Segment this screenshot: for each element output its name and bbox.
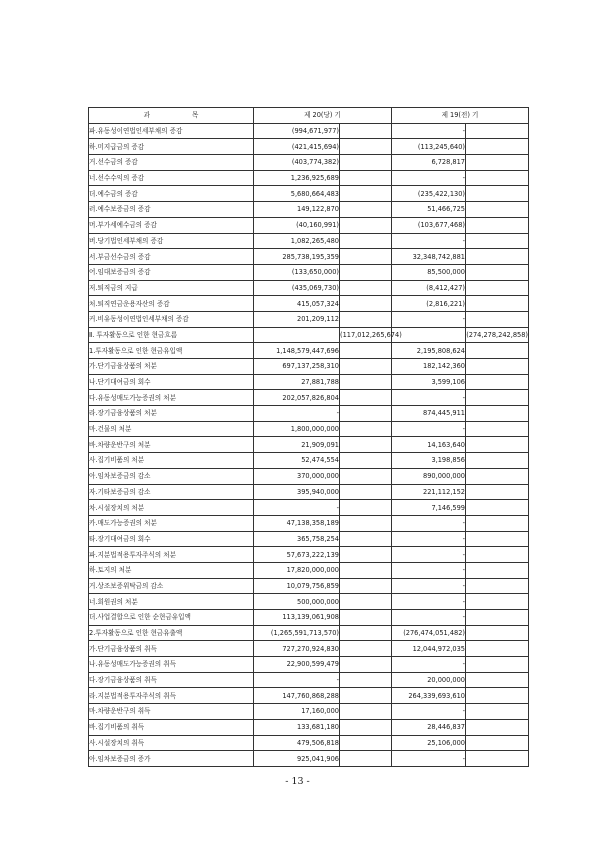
- table-row: [89, 155, 529, 171]
- current-detail-cell: 21,909,091: [254, 437, 340, 453]
- current-detail-cell: 1,236,925,689: [254, 170, 340, 186]
- account-name-cell: 나.유동성매도가능증권의 취득: [89, 657, 254, 673]
- current-detail-cell: 113,139,061,908: [254, 610, 340, 626]
- prior-detail-cell: (8,412,427): [392, 280, 466, 296]
- account-name-cell: 라.장기금융상품의 처분: [89, 406, 254, 422]
- prior-total-cell: [466, 296, 529, 312]
- prior-total-cell: [466, 688, 529, 704]
- table-row: [89, 170, 529, 186]
- table-row: [89, 500, 529, 516]
- prior-detail-cell: (235,422,130): [392, 186, 466, 202]
- prior-total-cell: [466, 531, 529, 547]
- table-row: [89, 719, 529, 735]
- prior-detail-cell: 264,339,693,610: [392, 688, 466, 704]
- prior-detail-cell: -: [392, 704, 466, 720]
- prior-detail-cell: 14,163,640: [392, 437, 466, 453]
- current-total-cell: [340, 594, 392, 610]
- table-row: [89, 406, 529, 422]
- current-total-cell: [340, 390, 392, 406]
- prior-detail-cell: -: [392, 170, 466, 186]
- prior-total-cell: [466, 515, 529, 531]
- table-row: [89, 547, 529, 563]
- account-name-cell: 차.시설장치의 처분: [89, 500, 254, 516]
- current-total-cell: [340, 625, 392, 641]
- current-detail-cell: [254, 327, 340, 343]
- current-total-cell: [340, 311, 392, 327]
- table-row: [89, 468, 529, 484]
- table-row: [89, 343, 529, 359]
- current-detail-cell: 395,940,000: [254, 484, 340, 500]
- current-total-cell: [340, 123, 392, 139]
- account-name-cell: 아.임차보증금의 증가: [89, 751, 254, 767]
- account-name-cell: 라.지분법적용투자주식의 취득: [89, 688, 254, 704]
- current-detail-cell: 370,000,000: [254, 468, 340, 484]
- account-name-cell: 더.예수금의 증감: [89, 186, 254, 202]
- prior-total-cell: [466, 672, 529, 688]
- prior-detail-cell: 28,446,837: [392, 719, 466, 735]
- header-prior-period: 제 19(전) 기: [392, 108, 529, 124]
- prior-detail-cell: [392, 327, 466, 343]
- table-row: [89, 311, 529, 327]
- account-name-cell: 자.기타보증금의 감소: [89, 484, 254, 500]
- prior-detail-cell: (276,474,051,482): [392, 625, 466, 641]
- prior-total-cell: [466, 453, 529, 469]
- prior-total-cell: [466, 562, 529, 578]
- table-row: [89, 625, 529, 641]
- account-name-cell: 하.미지급금의 증감: [89, 139, 254, 155]
- prior-total-cell: [466, 468, 529, 484]
- current-total-cell: [340, 641, 392, 657]
- current-detail-cell: 17,820,000,000: [254, 562, 340, 578]
- header-account: [89, 108, 254, 124]
- prior-detail-cell: -: [392, 657, 466, 673]
- table-row: [89, 374, 529, 390]
- current-total-cell: [340, 515, 392, 531]
- current-total-cell: [340, 437, 392, 453]
- table-row: [89, 610, 529, 626]
- current-total-cell: [340, 547, 392, 563]
- prior-detail-cell: (103,677,468): [392, 217, 466, 233]
- table-row: [89, 688, 529, 704]
- table-row: [89, 515, 529, 531]
- account-name-cell: 거.선수금의 증감: [89, 155, 254, 171]
- table-row: [89, 751, 529, 767]
- account-name-cell: 파.지분법적용투자주식의 처분: [89, 547, 254, 563]
- current-total-cell: [340, 139, 392, 155]
- prior-total-cell: [466, 751, 529, 767]
- account-name-cell: 아.임차보증금의 감소: [89, 468, 254, 484]
- account-name-cell: 나.단기대여금의 회수: [89, 374, 254, 390]
- current-total-cell: [340, 500, 392, 516]
- prior-detail-cell: 874,445,911: [392, 406, 466, 422]
- account-name-cell: 너.회원권의 처분: [89, 594, 254, 610]
- current-detail-cell: 365,758,254: [254, 531, 340, 547]
- current-detail-cell: 47,138,358,189: [254, 515, 340, 531]
- table-row: [89, 421, 529, 437]
- prior-detail-cell: 3,599,106: [392, 374, 466, 390]
- page-number: - 13 -: [285, 776, 310, 787]
- current-detail-cell: 17,160,000: [254, 704, 340, 720]
- current-total-cell: [340, 672, 392, 688]
- table-row: [89, 704, 529, 720]
- table-row: [89, 359, 529, 375]
- account-name-cell: 가.단기금융상품의 취득: [89, 641, 254, 657]
- prior-detail-cell: 85,500,000: [392, 264, 466, 280]
- prior-detail-cell: -: [392, 123, 466, 139]
- account-name-cell: 버.당기법인세부채의 증감: [89, 233, 254, 249]
- table-row: [89, 264, 529, 280]
- table-row: [89, 453, 529, 469]
- prior-detail-cell: 12,044,972,035: [392, 641, 466, 657]
- account-name-cell: 더.사업결합으로 인한 순현금유입액: [89, 610, 254, 626]
- table-row: [89, 249, 529, 265]
- current-detail-cell: -: [254, 500, 340, 516]
- prior-detail-cell: 20,000,000: [392, 672, 466, 688]
- current-detail-cell: 1,082,265,480: [254, 233, 340, 249]
- table-row: [89, 186, 529, 202]
- current-detail-cell: 727,270,924,830: [254, 641, 340, 657]
- current-detail-cell: (403,774,382): [254, 155, 340, 171]
- prior-total-cell: [466, 547, 529, 563]
- prior-detail-cell: -: [392, 233, 466, 249]
- current-total-cell: [340, 453, 392, 469]
- account-name-cell: 사.시설장치의 취득: [89, 735, 254, 751]
- prior-detail-cell: 2,195,808,624: [392, 343, 466, 359]
- current-detail-cell: 27,881,788: [254, 374, 340, 390]
- account-name-cell: 바.차량운반구의 처분: [89, 437, 254, 453]
- table-row: [89, 233, 529, 249]
- current-total-cell: [340, 531, 392, 547]
- current-total-cell: [340, 751, 392, 767]
- account-name-cell: 타.장기대여금의 회수: [89, 531, 254, 547]
- prior-detail-cell: -: [392, 515, 466, 531]
- current-total-cell: [340, 374, 392, 390]
- account-name-cell: 카.매도가능증권의 처분: [89, 515, 254, 531]
- prior-detail-cell: (2,816,221): [392, 296, 466, 312]
- table-row: [89, 217, 529, 233]
- current-detail-cell: (421,415,694): [254, 139, 340, 155]
- prior-total-cell: [466, 343, 529, 359]
- account-name-cell: 가.단기금융상품의 처분: [89, 359, 254, 375]
- prior-detail-cell: (113,245,640): [392, 139, 466, 155]
- prior-detail-cell: 6,728,817: [392, 155, 466, 171]
- current-total-cell: [340, 468, 392, 484]
- current-total-cell: [340, 610, 392, 626]
- current-detail-cell: -: [254, 672, 340, 688]
- header-current-period: 제 20(당) 기: [254, 108, 392, 124]
- prior-total-cell: [466, 735, 529, 751]
- current-total-cell: [340, 202, 392, 218]
- current-detail-cell: 500,000,000: [254, 594, 340, 610]
- prior-total-cell: [466, 610, 529, 626]
- prior-detail-cell: -: [392, 610, 466, 626]
- account-name-cell: 처.퇴직연금운용자산의 증감: [89, 296, 254, 312]
- current-detail-cell: (435,069,730): [254, 280, 340, 296]
- prior-detail-cell: -: [392, 594, 466, 610]
- current-detail-cell: (40,160,991): [254, 217, 340, 233]
- current-detail-cell: 479,506,818: [254, 735, 340, 751]
- current-detail-cell: 1,148,579,447,696: [254, 343, 340, 359]
- cash-flow-table: [88, 107, 529, 767]
- current-total-cell: [340, 343, 392, 359]
- prior-detail-cell: -: [392, 390, 466, 406]
- table-row: [89, 280, 529, 296]
- table-row: [89, 531, 529, 547]
- current-detail-cell: (994,671,977): [254, 123, 340, 139]
- prior-total-cell: [466, 249, 529, 265]
- prior-total-cell: [466, 719, 529, 735]
- table-row: [89, 484, 529, 500]
- prior-total-cell: [466, 233, 529, 249]
- table-row: [89, 578, 529, 594]
- table-row: [89, 735, 529, 751]
- current-total-cell: [340, 704, 392, 720]
- current-detail-cell: 415,057,324: [254, 296, 340, 312]
- prior-detail-cell: 25,106,000: [392, 735, 466, 751]
- table-row: [89, 437, 529, 453]
- current-detail-cell: 1,800,000,000: [254, 421, 340, 437]
- prior-total-cell: [466, 484, 529, 500]
- current-detail-cell: 22,900,599,479: [254, 657, 340, 673]
- prior-total-cell: [466, 657, 529, 673]
- current-total-cell: [340, 249, 392, 265]
- current-total-cell: [340, 170, 392, 186]
- prior-detail-cell: -: [392, 531, 466, 547]
- table-row: [89, 123, 529, 139]
- account-name-cell: 커.비유동성이연법인세부채의 증감: [89, 311, 254, 327]
- prior-total-cell: [466, 217, 529, 233]
- header-account-char-1: 과: [143, 111, 151, 120]
- account-name-cell: 다.장기금융상품의 취득: [89, 672, 254, 688]
- prior-total-cell: [466, 374, 529, 390]
- prior-detail-cell: -: [392, 547, 466, 563]
- prior-detail-cell: -: [392, 562, 466, 578]
- prior-detail-cell: -: [392, 751, 466, 767]
- current-total-cell: [340, 296, 392, 312]
- current-detail-cell: (133,650,000): [254, 264, 340, 280]
- account-name-cell: 저.퇴직금의 지급: [89, 280, 254, 296]
- account-name-cell: 다.유동성매도가능증권의 처분: [89, 390, 254, 406]
- current-total-cell: [340, 562, 392, 578]
- account-name-cell: 바.집기비품의 취득: [89, 719, 254, 735]
- current-detail-cell: 10,079,756,859: [254, 578, 340, 594]
- prior-total-cell: [466, 578, 529, 594]
- current-detail-cell: 201,209,112: [254, 311, 340, 327]
- current-detail-cell: 52,474,554: [254, 453, 340, 469]
- prior-total-cell: [466, 704, 529, 720]
- current-total-cell: [340, 688, 392, 704]
- prior-detail-cell: 3,198,856: [392, 453, 466, 469]
- current-total-cell: [340, 217, 392, 233]
- prior-detail-cell: 182,142,360: [392, 359, 466, 375]
- account-name-cell: 하.토지의 처분: [89, 562, 254, 578]
- current-detail-cell: 133,681,180: [254, 719, 340, 735]
- prior-detail-cell: 7,146,599: [392, 500, 466, 516]
- current-total-cell: [340, 155, 392, 171]
- current-detail-cell: 697,137,258,310: [254, 359, 340, 375]
- prior-total-cell: [466, 280, 529, 296]
- table-row: [89, 594, 529, 610]
- prior-detail-cell: -: [392, 578, 466, 594]
- account-name-cell: 어.임대보증금의 증감: [89, 264, 254, 280]
- prior-total-cell: [466, 421, 529, 437]
- prior-total-cell: [466, 202, 529, 218]
- current-detail-cell: 925,041,906: [254, 751, 340, 767]
- current-total-cell: [340, 359, 392, 375]
- account-name-cell: 거.상조보증위탁금의 감소: [89, 578, 254, 594]
- table-row: [89, 202, 529, 218]
- prior-total-cell: [466, 170, 529, 186]
- account-name-cell: 마.건물의 처분: [89, 421, 254, 437]
- prior-total-cell: [466, 641, 529, 657]
- current-detail-cell: -: [254, 406, 340, 422]
- prior-total-cell: [466, 594, 529, 610]
- current-total-cell: (117,012,265,674): [340, 327, 392, 343]
- current-detail-cell: 57,673,222,139: [254, 547, 340, 563]
- account-name-cell: 사.집기비품의 처분: [89, 453, 254, 469]
- header-account-char-2: 목: [191, 111, 199, 120]
- account-name-cell: 서.부금선수금의 증감: [89, 249, 254, 265]
- account-name-cell: 너.선수수익의 증감: [89, 170, 254, 186]
- account-name-cell: 2.투자활동으로 인한 현금유출액: [89, 625, 254, 641]
- table-row: [89, 139, 529, 155]
- table-row: [89, 641, 529, 657]
- table-row: [89, 390, 529, 406]
- current-total-cell: [340, 735, 392, 751]
- prior-total-cell: [466, 406, 529, 422]
- account-name-cell: 러.예수보증금의 증감: [89, 202, 254, 218]
- prior-total-cell: [466, 390, 529, 406]
- prior-total-cell: (274,278,242,858): [466, 327, 529, 343]
- current-detail-cell: 149,122,870: [254, 202, 340, 218]
- prior-total-cell: [466, 437, 529, 453]
- prior-total-cell: [466, 139, 529, 155]
- prior-total-cell: [466, 155, 529, 171]
- prior-total-cell: [466, 625, 529, 641]
- table-body: [89, 123, 529, 766]
- current-detail-cell: 202,057,826,804: [254, 390, 340, 406]
- table-row: [89, 296, 529, 312]
- current-total-cell: [340, 578, 392, 594]
- table-row: [89, 672, 529, 688]
- account-name-cell: 마.차량운반구의 취득: [89, 704, 254, 720]
- current-total-cell: [340, 264, 392, 280]
- table-row: [89, 327, 529, 343]
- prior-total-cell: [466, 123, 529, 139]
- prior-total-cell: [466, 359, 529, 375]
- table-header-row: [89, 108, 529, 124]
- current-total-cell: [340, 406, 392, 422]
- table-row: [89, 657, 529, 673]
- current-detail-cell: 285,738,195,359: [254, 249, 340, 265]
- account-name-cell: 1.투자활동으로 인한 현금유입액: [89, 343, 254, 359]
- current-total-cell: [340, 280, 392, 296]
- current-total-cell: [340, 657, 392, 673]
- account-name-cell: 머.부가세예수금의 증감: [89, 217, 254, 233]
- prior-detail-cell: 221,112,152: [392, 484, 466, 500]
- current-detail-cell: (1,265,591,713,570): [254, 625, 340, 641]
- prior-detail-cell: -: [392, 311, 466, 327]
- prior-detail-cell: 890,000,000: [392, 468, 466, 484]
- account-name-cell: Ⅱ. 투자활동으로 인한 현금흐름: [89, 327, 254, 343]
- account-name-cell: 파.유동성이연법인세부채의 증감: [89, 123, 254, 139]
- prior-total-cell: [466, 264, 529, 280]
- prior-total-cell: [466, 186, 529, 202]
- current-total-cell: [340, 719, 392, 735]
- table-row: [89, 562, 529, 578]
- current-total-cell: [340, 233, 392, 249]
- prior-total-cell: [466, 311, 529, 327]
- current-total-cell: [340, 186, 392, 202]
- current-detail-cell: 147,760,868,288: [254, 688, 340, 704]
- current-total-cell: [340, 484, 392, 500]
- current-detail-cell: 5,680,664,483: [254, 186, 340, 202]
- current-total-cell: [340, 421, 392, 437]
- prior-detail-cell: -: [392, 421, 466, 437]
- prior-detail-cell: 51,466,725: [392, 202, 466, 218]
- prior-total-cell: [466, 500, 529, 516]
- prior-detail-cell: 32,348,742,881: [392, 249, 466, 265]
